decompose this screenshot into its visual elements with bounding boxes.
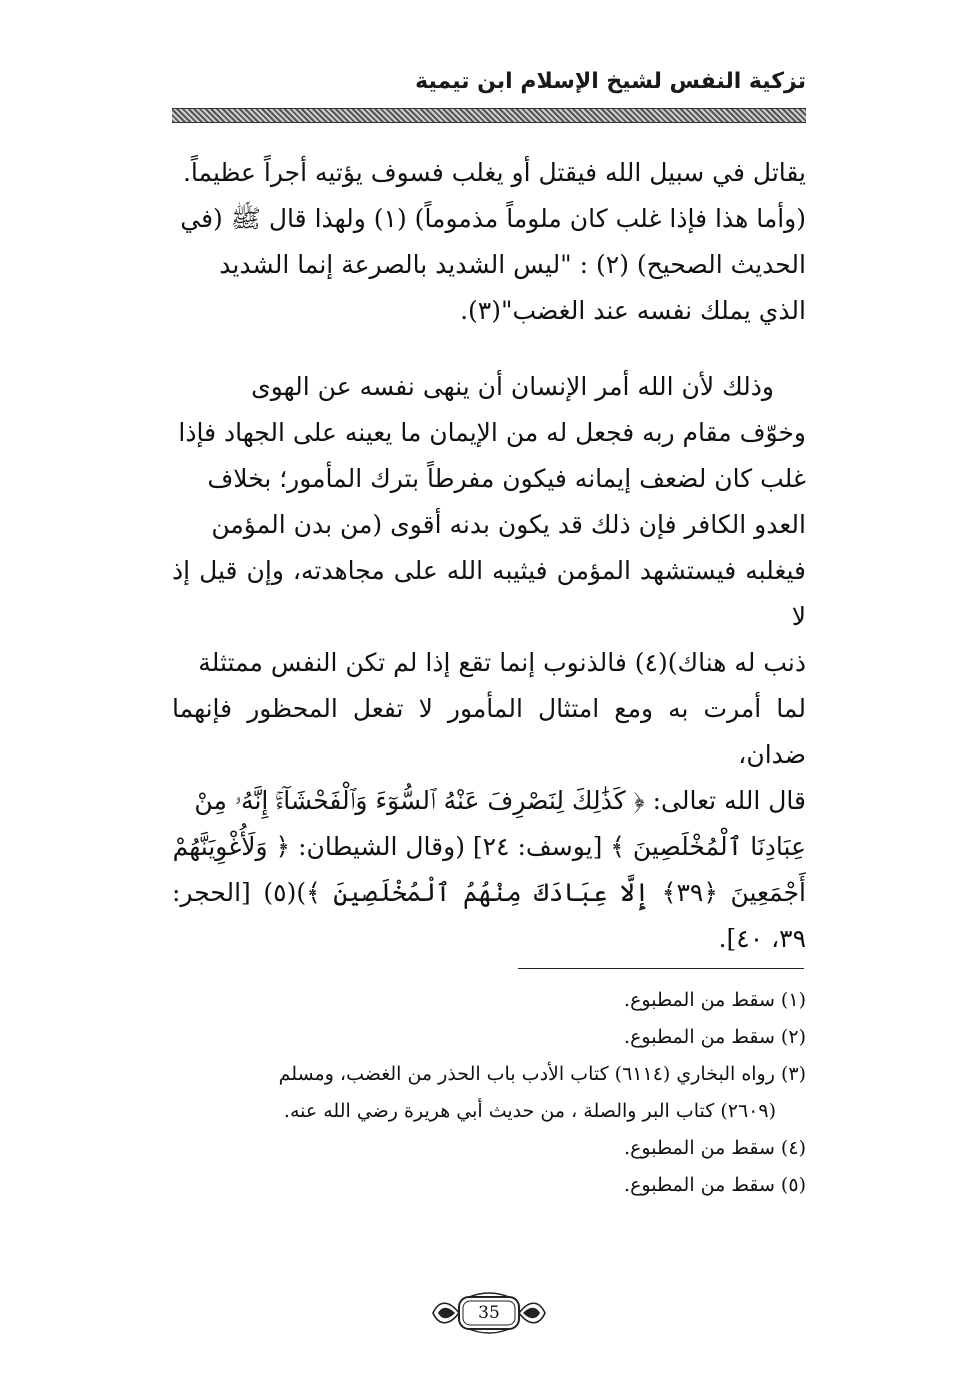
header-decorative-band bbox=[172, 108, 806, 123]
paragraph-1-line-3: الحديث الصحيح) (٢) : "ليس الشديد بالصرعة إنما الشديد bbox=[219, 250, 806, 279]
quran-verse-line-1: قال الله تعالى: ﴿ كَذَٰلِكَ لِنَصْرِفَ عَنْهُ ٱلسُّوٓءَ وَٱلْفَحْشَآءَۚ إِنَّهُۥ مِنْ bbox=[194, 786, 806, 815]
paragraph-1-line-4: الذي يملك نفسه عند الغضب"(٣). bbox=[460, 296, 806, 325]
running-header-title: تزكية النفس لشيخ الإسلام ابن تيمية bbox=[415, 69, 806, 94]
footnote-3-line-2: (٢٦٠٩) كتاب البر والصلة ، من حديث أبي هريرة رضي الله عنه. bbox=[283, 1100, 776, 1122]
footnote-5: (٥) سقط من المطبوع. bbox=[624, 1174, 806, 1196]
page-number: 35 bbox=[478, 1303, 500, 1323]
paragraph-2-line-4: العدو الكافر فإن ذلك قد يكون بدنه أقوى (من بدن المؤمن bbox=[211, 510, 806, 539]
footnotes bbox=[172, 982, 806, 1204]
footnote-2: (٢) سقط من المطبوع. bbox=[624, 1026, 806, 1048]
paragraph-2-line-6: ذنب له هناك)(٤) فالذنوب إنما تقع إذا لم تكن النفس ممتثلة bbox=[198, 648, 806, 677]
footnote-separator bbox=[518, 968, 804, 969]
footnote-4: (٤) سقط من المطبوع. bbox=[624, 1137, 806, 1159]
footnote-1: (١) سقط من المطبوع. bbox=[624, 989, 806, 1011]
footnote-3-line-1: (٣) رواه البخاري (٦١١٤) كتاب الأدب باب الحذر من الغضب، ومسلم bbox=[278, 1063, 806, 1085]
paragraph-1-line-1: يقاتل في سبيل الله فيقتل أو يغلب فسوف يؤتيه أجراً عظيماً. bbox=[182, 158, 806, 187]
paragraph-2-line-2: وخوّف مقام ربه فجعل له من الإيمان ما يعينه على الجهاد فإذا bbox=[178, 418, 806, 447]
main-text bbox=[172, 150, 806, 962]
quran-verse-line-2: عِبَادِنَا ٱلْمُخْلَصِينَ ﴾ [يوسف: ٢٤] (وقال الشيطان: ﴿ وَلَأُغْوِيَنَّهُمْ bbox=[172, 832, 806, 861]
paragraph-2-line-1: وذلك لأن الله أمر الإنسان أن ينهى نفسه عن الهوى bbox=[251, 372, 774, 401]
paragraph-2-line-7: لما أمرت به ومع امتثال المأمور لا تفعل المحظور فإنهما ضدان، bbox=[172, 694, 806, 769]
paragraph-2-line-5: فيغلبه فيستشهد المؤمن فيثيبه الله على مجاهدته، وإن قيل إذ لا bbox=[172, 556, 806, 631]
paragraph-1-line-2: (وأما هذا فإذا غلب كان ملوماً مذموماً) (١) ولهذا قال ﷺ (في bbox=[180, 204, 806, 233]
quran-verse-line-3: أَجْمَعِينَ ﴿٣٩﴾ إِلَّا عِبَادَكَ مِنْهُمُ ٱلْمُخْلَصِينَ ﴾)(٥) [الحجر: ٣٩، ٤٠]. bbox=[172, 878, 807, 953]
paragraph-2-line-3: غلب كان لضعف إيمانه فيكون مفرطاً بترك المأمور؛ بخلاف bbox=[207, 464, 806, 493]
